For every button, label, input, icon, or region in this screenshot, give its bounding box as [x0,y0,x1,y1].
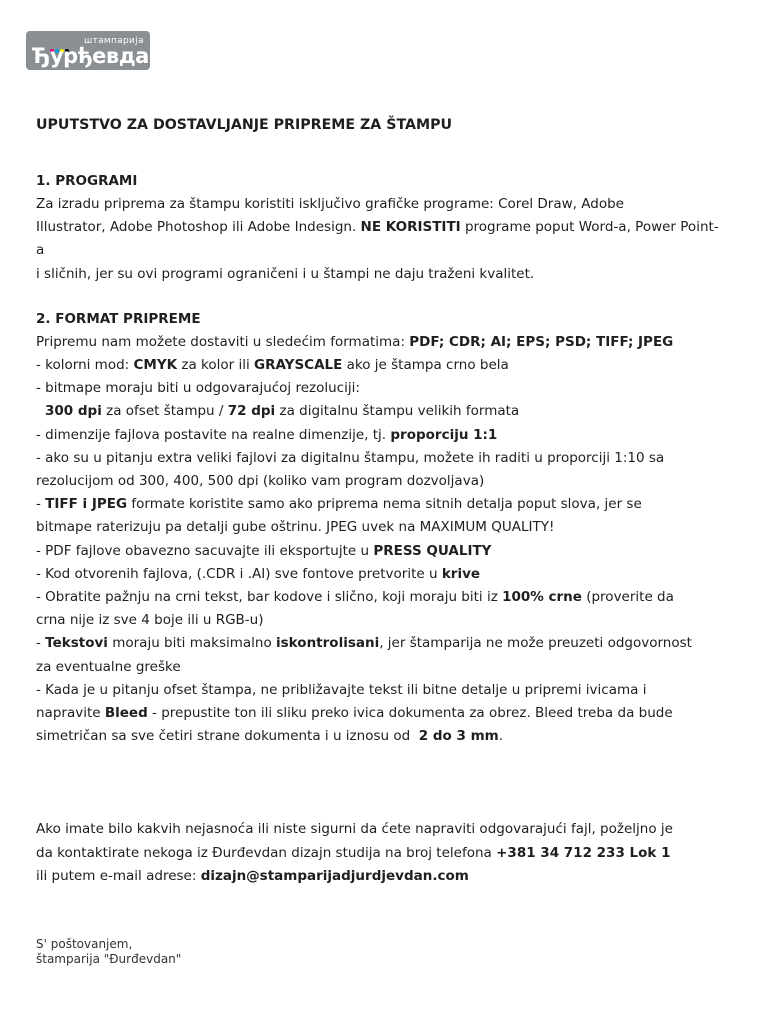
bold-text: 100% crne [502,589,582,606]
bold-text: 72 dpi [227,403,276,420]
text-run: moraju biti maksimalno [107,635,277,652]
logo-subtitle: штампарија [84,36,144,46]
bold-text: Bleed [104,705,148,722]
black-text-line: crna nije iz sve 4 boje ili u RGB-u) [36,612,264,629]
open-files-line [36,563,726,586]
text-run: - [36,635,46,652]
text-run: za ofset štampu / [101,403,228,420]
document-body [36,113,726,888]
text-run: - prepustite ton ili sliku preko ivica dokumenta za obrez. Bleed treba da bude [147,705,673,722]
formats-line [36,331,726,354]
text-run: simetričan sa sve četiri strane dokumenta i u iznosu od [36,728,419,745]
tiff-jpeg-line [36,493,726,516]
text-run: , jer štamparija ne može preuzeti odgovornost [379,635,692,652]
texts-line [36,632,726,655]
signature-company: štamparija "Đurđevdan" [36,952,182,966]
paragraph-line: i sličnih, jer su ovi programi ograničeni i u štampi ne daju traženi kvalitet. [36,265,535,282]
bold-text: NE KORISTITI [360,219,461,236]
bold-text: PRESS QUALITY [373,542,492,559]
large-files-line: - ako su u pitanju extra veliki fajlovi za digitalnu štampu, možete ih raditi u proporciji 1:10 sa [36,449,665,466]
bold-text: iskontrolisani [276,635,380,652]
page-title: UPUTSTVO ZA DOSTAVLJANJE PRIPREME ZA ŠTAMPU [36,117,453,133]
offset-line [36,702,726,725]
paragraph-line: Za izradu priprema za štampu koristiti isključivo grafičke programe: Corel Draw, Adobe [36,196,624,212]
texts-line: za eventualne greške [36,658,181,675]
offset-line: - Kada je u pitanju ofset štampa, ne približavajte tekst ili bitne detalje u pripremi ivicama i [36,681,647,698]
text-run: - [36,496,46,513]
text-run: - dimenzije fajlova postavite na realne dimenzije, tj. [36,426,391,443]
dimensions-line [36,424,726,447]
contact-line: Ako imate bilo kakvih nejasnoća ili niste sigurni da ćete napraviti odgovarajući fajl, poželjno je [36,821,673,838]
bitmap-line: - bitmape moraju biti u odgovarajućoj rezoluciji: [36,380,360,397]
text-run: (proverite da [581,589,674,606]
section-heading-programs: 1. PROGRAMI [36,173,138,189]
contact-line [36,865,726,888]
tiff-jpeg-line: bitmape raterizuju pa detalji gube oštrinu. JPEG uvek na MAXIMUM QUALITY! [36,519,555,536]
phone-number: +381 34 712 233 Lok 1 [496,844,671,861]
bold-text: krive [441,565,481,582]
large-files-line: rezolucijom od 300, 400, 500 dpi (koliko vam program dozvoljava) [36,473,485,490]
company-logo [26,31,163,70]
contact-line [36,842,726,865]
text-run: programe poput Word-a, Power Point-a [36,219,719,259]
text-run: napravite [36,705,105,722]
text-run: da kontaktirate nekoga iz Đurđevdan dizajn studija na broj telefona [36,844,497,861]
signature [36,937,181,967]
paragraph-line [36,216,726,262]
text-run: - kolorni mod: [36,357,134,374]
dpi-line [36,400,726,423]
text-run: za digitalnu štampu velikih formata [275,403,520,420]
text-run: ili putem e-mail adrese: [36,867,201,884]
bold-text: CMYK [133,357,178,374]
text-run: - Obratite pažnju na crni tekst, bar kodove i slično, koji moraju biti iz [36,589,503,606]
bold-text: GRAYSCALE [254,357,343,374]
text-run: . [498,728,504,745]
bold-text: TIFF i JPEG [45,496,128,513]
color-mode-line [36,354,726,377]
text-run: za kolor ili [177,357,255,374]
text-run: Illustrator, Adobe Photoshop ili Adobe Indesign. [36,219,361,236]
text-run: - Kod otvorenih fajlova, (.CDR i .AI) sve fontove pretvorite u [36,565,442,582]
bold-text: proporciju 1:1 [390,426,498,443]
text-run: - PDF fajlove obavezno sacuvajte ili eksportujte u [36,542,374,559]
text-run: ako je štampa crno bela [342,357,509,374]
offset-line [36,725,726,748]
bold-text: 300 dpi [45,403,102,420]
bold-text: Tekstovi [45,635,108,652]
black-text-line [36,586,726,609]
email-address: dizajn@stamparijadjurdjevdan.com [200,867,469,884]
bold-text: 2 do 3 mm [418,728,499,745]
section-heading-format: 2. FORMAT PRIPREME [36,310,201,327]
logo-name: Ђурђевдан [32,44,163,68]
bold-text: PDF; CDR; AI; EPS; PSD; TIFF; JPEG [409,333,674,350]
text-run: formate koristite samo ako priprema nema sitnih detalja poput slova, jer se [127,496,642,513]
signature-greeting: S' poštovanjem, [36,937,133,951]
text-run: Pripremu nam možete dostaviti u sledećim formatima: [36,333,410,350]
pdf-line [36,540,726,563]
